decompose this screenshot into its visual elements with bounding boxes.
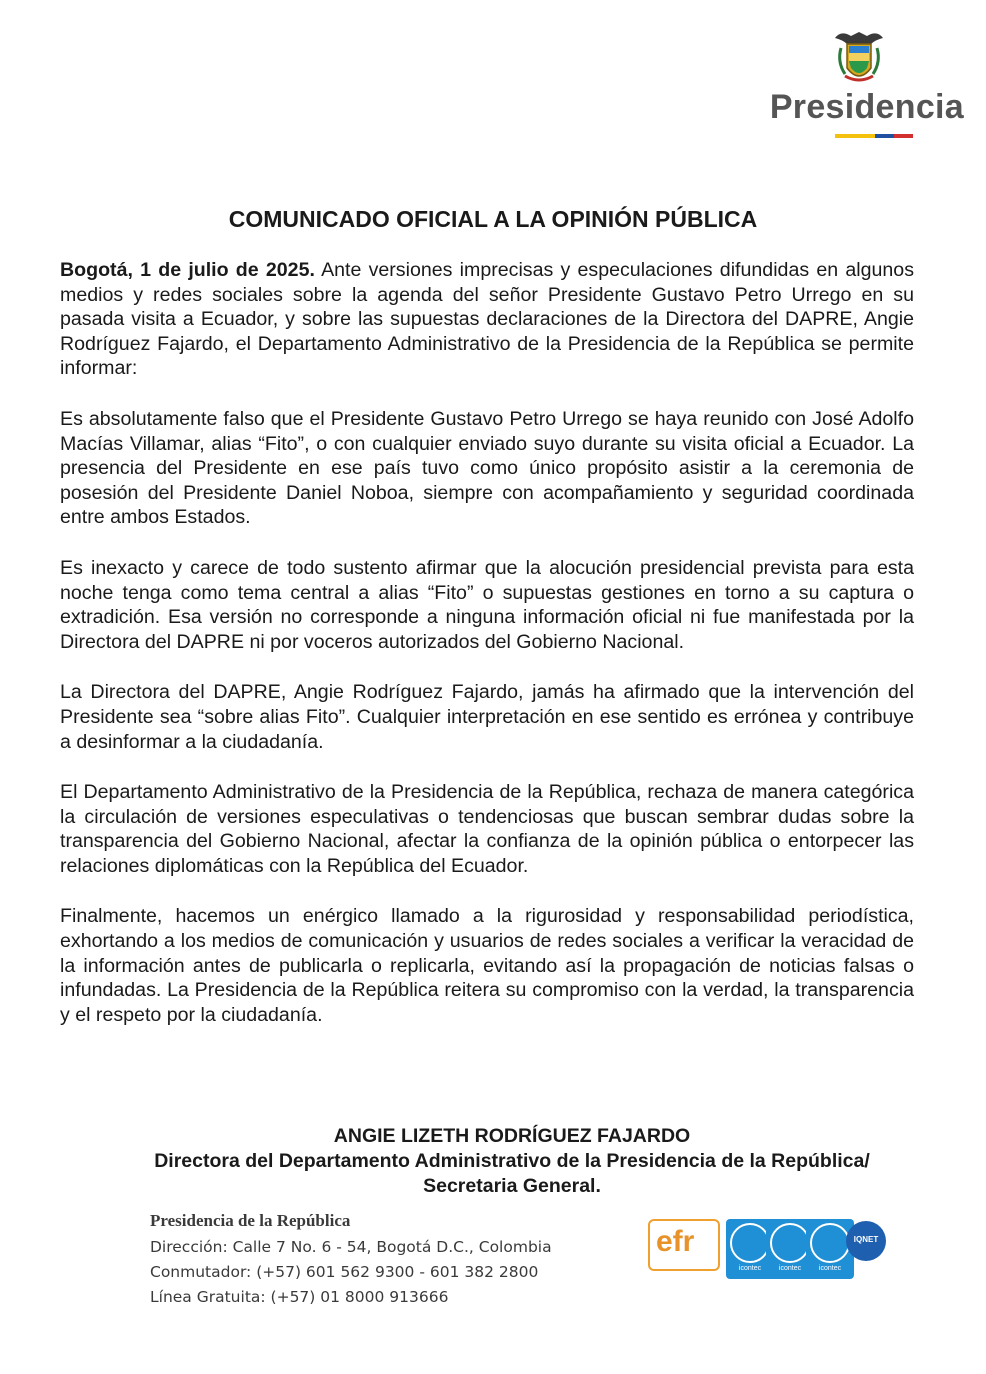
icontec-label: icontec	[778, 1265, 802, 1272]
body-paragraph: Es absolutamente falso que el Presidente Gustavo Petro Urrego se haya reunido con José Adolfo Macías Villamar, alias “Fito”, o con cualquier enviado suyo durante su visita oficial a Ecuador. La presencia del Presidente en ese país tuvo como único propósito asistir a la ceremonia de posesión del Presidente Daniel Noboa, siempre con acompañamiento y seguridad coordinada entre ambos Estados.	[60, 407, 914, 529]
intro-paragraph	[60, 258, 914, 381]
footer-contact	[150, 1211, 610, 1310]
date-lead: Bogotá, 1 de julio de 2025.	[60, 259, 315, 281]
footer-org: Presidencia de la República	[150, 1211, 351, 1230]
icontec-label: icontec	[738, 1265, 762, 1272]
intro-text: Ante versiones imprecisas y especulaciones difundidas en algunos medios y redes sociales sobre la agenda del señor Presidente Gustavo Petro Urrego en su pasada visita a Ecuador, y sobre las supuestas declaraciones de la Directora del DAPRE, Angie Rodríguez Fajardo, el Departamento Administrativo de la Presidencia de la República se permite informar:	[60, 259, 914, 380]
efr-certification-icon	[648, 1219, 720, 1271]
flag-stripe	[835, 134, 913, 138]
footer-toll-free: Línea Gratuita: (+57) 01 8000 913666	[150, 1288, 449, 1306]
icontec-label: icontec	[818, 1265, 842, 1272]
iqnet-label: IQNET	[853, 1235, 879, 1244]
body-paragraph: Es inexacto y carece de todo sustento afirmar que la alocución presidencial prevista para esta noche tenga como tema central a alias “Fito” o supuestas gestiones en torno a su captura o extradición. Esa versión no corresponde a ninguna información oficial ni fue manifestada por la Directora del DAPRE ni por voceros autorizados del Gobierno Nacional.	[60, 556, 914, 653]
footer-address: Dirección: Calle 7 No. 6 - 54, Bogotá D.C., Colombia	[150, 1238, 552, 1256]
footer-phone: Conmutador: (+57) 601 562 9300 - 601 382 2800	[150, 1263, 539, 1281]
presidencia-logo	[764, 28, 964, 148]
coat-of-arms-icon	[831, 28, 887, 88]
signature-block	[0, 1124, 986, 1199]
efr-label: efr	[656, 1225, 695, 1258]
iqnet-certification-icon	[846, 1221, 886, 1261]
brand-name: Presidencia	[769, 88, 964, 126]
signatory-name: ANGIE LIZETH RODRÍGUEZ FAJARDO	[333, 1125, 691, 1147]
signatory-role: Directora del Departamento Administrativo de la Presidencia de la República/	[154, 1150, 870, 1172]
body-paragraph: El Departamento Administrativo de la Presidencia de la República, rechaza de manera categórica la circulación de versiones especulativas o tendenciosas que buscan sembrar dudas sobre la transparencia del Gobierno Nacional, afectar la confianza de la opinión pública o entorpecer las relaciones diplomáticas con la República del Ecuador.	[60, 781, 914, 877]
signatory-role-secondary: Secretaria General.	[423, 1175, 601, 1197]
certification-logos	[648, 1215, 898, 1305]
document-body	[60, 258, 914, 1053]
document-title: COMUNICADO OFICIAL A LA OPINIÓN PÚBLICA	[228, 206, 758, 232]
body-paragraph: Finalmente, hacemos un enérgico llamado a la rigurosidad y responsabilidad periodística, exhortando a los medios de comunicación y usuarios de redes sociales a verificar la veracidad de la información antes de publicarla o replicarla, evitando así la propagación de noticias falsas o infundadas. La Presidencia de la República reitera su compromiso con la verdad, la transparencia y el respeto por la ciudadanía.	[60, 905, 914, 1026]
body-paragraph: La Directora del DAPRE, Angie Rodríguez Fajardo, jamás ha afirmado que la intervención del Presidente sea “sobre alias Fito”. Cualquier interpretación en ese sentido es errónea y contribuye a desinformar a la ciudadanía.	[60, 681, 914, 753]
